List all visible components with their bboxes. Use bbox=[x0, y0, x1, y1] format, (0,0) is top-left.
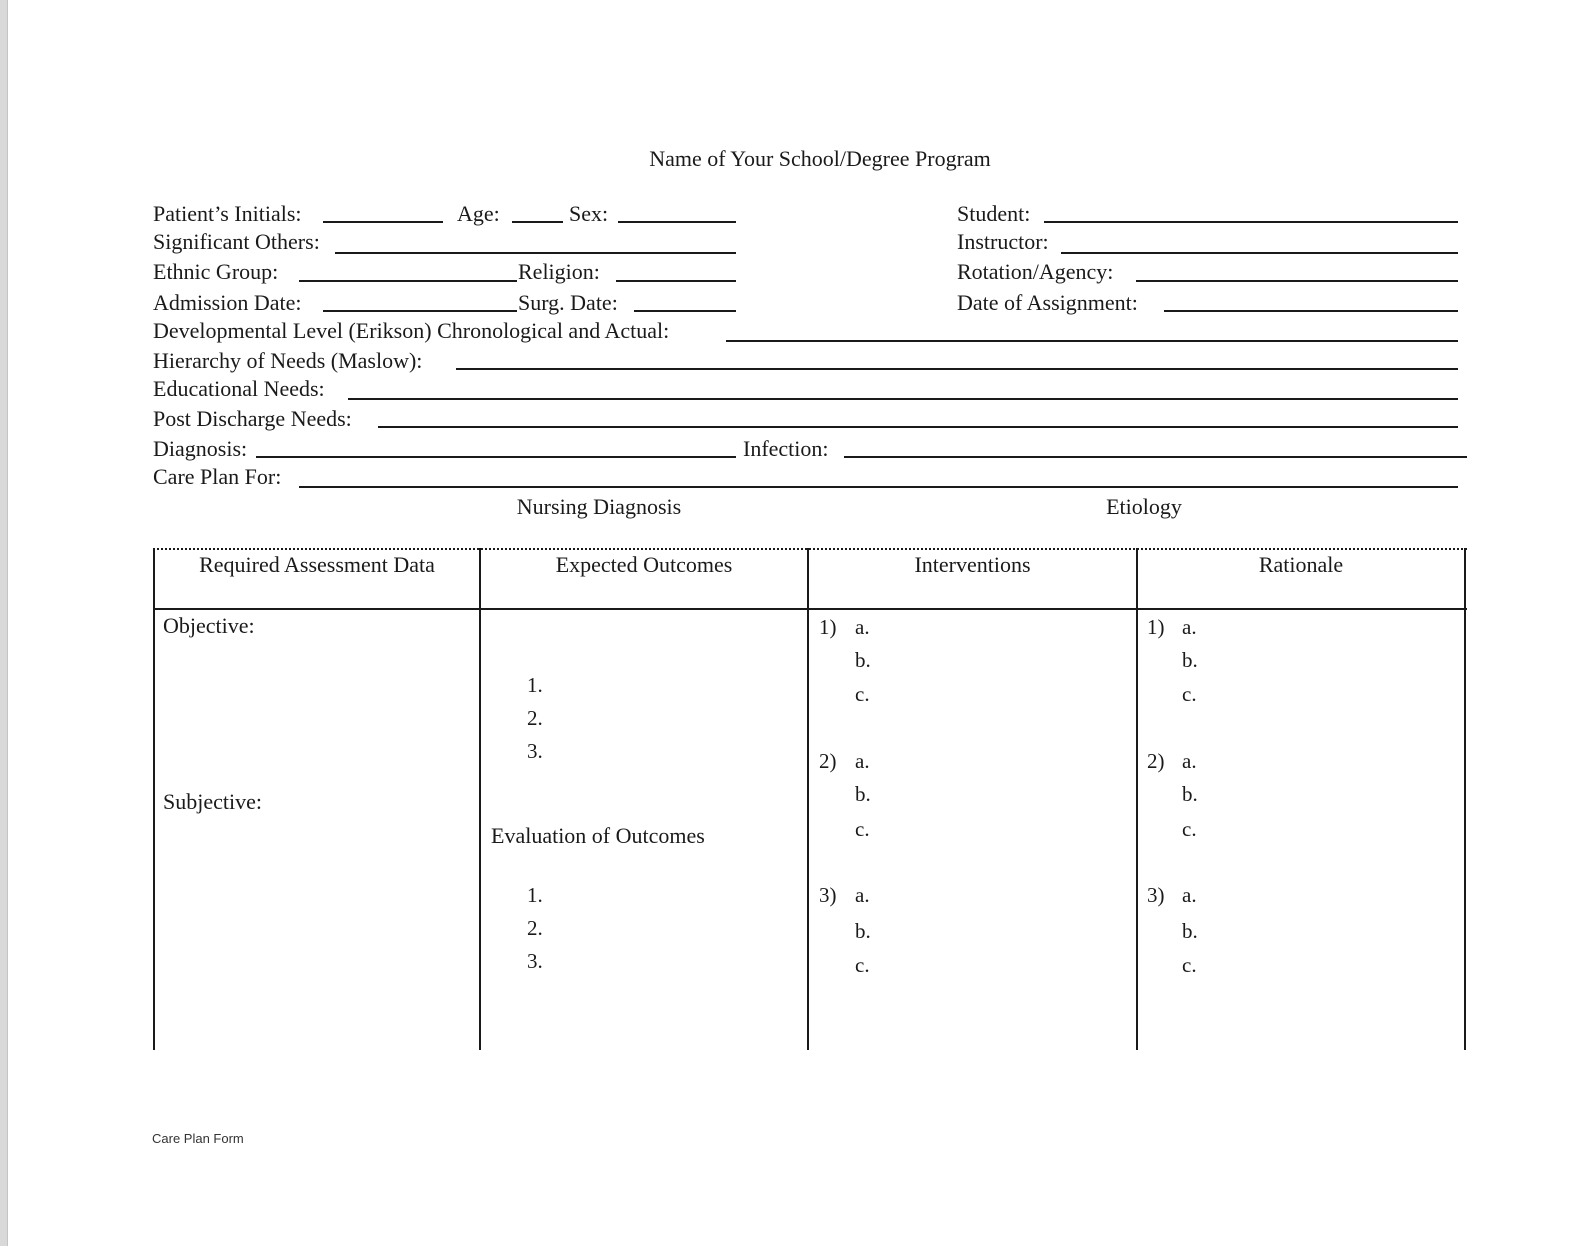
intervention-letter: a. bbox=[855, 883, 870, 907]
diagnosis-label: Diagnosis: bbox=[153, 436, 248, 461]
ethnic-group-label: Ethnic Group: bbox=[153, 259, 279, 284]
rationale-group-number: 2) bbox=[1147, 749, 1165, 773]
intervention-group-number: 2) bbox=[819, 749, 837, 773]
table-header-interventions: Interventions bbox=[914, 552, 1031, 577]
developmental-level-field[interactable] bbox=[726, 340, 1458, 342]
post-discharge-needs-label: Post Discharge Needs: bbox=[153, 406, 352, 431]
table-top-border bbox=[153, 548, 1467, 550]
rationale-letter: b. bbox=[1182, 919, 1198, 943]
table-col-border-2 bbox=[479, 548, 481, 1050]
table-header-rationale: Rationale bbox=[1258, 552, 1344, 577]
age-label: Age: bbox=[457, 201, 500, 226]
educational-needs-label: Educational Needs: bbox=[153, 376, 325, 401]
outcome-number: 2. bbox=[527, 706, 543, 730]
date-of-assignment-field[interactable] bbox=[1164, 310, 1458, 312]
intervention-letter: c. bbox=[855, 817, 870, 841]
table-col-border-5 bbox=[1464, 548, 1466, 1050]
intervention-letter: b. bbox=[855, 648, 871, 672]
rotation-agency-label: Rotation/Agency: bbox=[957, 259, 1114, 284]
intervention-letter: a. bbox=[855, 615, 870, 639]
subjective-label: Subjective: bbox=[163, 789, 262, 814]
sex-label: Sex: bbox=[569, 201, 609, 226]
rationale-letter: b. bbox=[1182, 782, 1198, 806]
table-header-outcomes: Expected Outcomes bbox=[555, 552, 733, 577]
rationale-letter: b. bbox=[1182, 648, 1198, 672]
sex-field[interactable] bbox=[618, 221, 736, 223]
table-header-divider bbox=[153, 608, 1467, 610]
outcome-number: 1. bbox=[527, 673, 543, 697]
infection-label: Infection: bbox=[743, 436, 829, 461]
intervention-group-number: 3) bbox=[819, 883, 837, 907]
care-plan-for-label: Care Plan For: bbox=[153, 464, 282, 489]
instructor-label: Instructor: bbox=[957, 229, 1049, 254]
patient-initials-field[interactable] bbox=[323, 221, 443, 223]
objective-label: Objective: bbox=[163, 613, 255, 638]
age-field[interactable] bbox=[512, 221, 563, 223]
evaluation-number: 1. bbox=[527, 883, 543, 907]
rotation-agency-field[interactable] bbox=[1136, 280, 1458, 282]
rationale-letter: a. bbox=[1182, 883, 1197, 907]
rationale-letter: a. bbox=[1182, 749, 1197, 773]
admission-date-field[interactable] bbox=[323, 310, 517, 312]
evaluation-number: 2. bbox=[527, 916, 543, 940]
infection-field[interactable] bbox=[844, 456, 1467, 458]
developmental-level-label: Developmental Level (Erikson) Chronological and Actual: bbox=[153, 318, 670, 343]
intervention-letter: b. bbox=[855, 782, 871, 806]
rationale-letter: a. bbox=[1182, 615, 1197, 639]
table-col-border-1 bbox=[153, 548, 155, 1050]
care-plan-for-field[interactable] bbox=[299, 486, 1458, 488]
table-col-border-4 bbox=[1136, 548, 1138, 1050]
table-header-assessment: Required Assessment Data bbox=[199, 552, 435, 577]
educational-needs-field[interactable] bbox=[348, 398, 1458, 400]
patient-initials-label: Patient’s Initials: bbox=[153, 201, 302, 226]
rationale-letter: c. bbox=[1182, 817, 1197, 841]
ethnic-group-field[interactable] bbox=[299, 280, 517, 282]
intervention-group-number: 1) bbox=[819, 615, 837, 639]
rationale-letter: c. bbox=[1182, 682, 1197, 706]
rationale-letter: c. bbox=[1182, 953, 1197, 977]
religion-field[interactable] bbox=[616, 280, 736, 282]
admission-date-label: Admission Date: bbox=[153, 290, 302, 315]
footer-text: Care Plan Form bbox=[152, 1131, 244, 1146]
nursing-diagnosis-heading: Nursing Diagnosis bbox=[516, 494, 682, 519]
religion-label: Religion: bbox=[518, 259, 600, 284]
date-of-assignment-label: Date of Assignment: bbox=[957, 290, 1138, 315]
etiology-heading: Etiology bbox=[1106, 494, 1182, 519]
significant-others-label: Significant Others: bbox=[153, 229, 320, 254]
hierarchy-of-needs-field[interactable] bbox=[456, 368, 1458, 370]
rationale-group-number: 1) bbox=[1147, 615, 1165, 639]
student-field[interactable] bbox=[1044, 221, 1458, 223]
surg-date-field[interactable] bbox=[634, 310, 736, 312]
page-title: Name of Your School/Degree Program bbox=[649, 146, 991, 171]
outcome-number: 3. bbox=[527, 739, 543, 763]
evaluation-of-outcomes-label: Evaluation of Outcomes bbox=[491, 823, 705, 848]
rationale-group-number: 3) bbox=[1147, 883, 1165, 907]
intervention-letter: c. bbox=[855, 953, 870, 977]
surg-date-label: Surg. Date: bbox=[518, 290, 618, 315]
intervention-letter: c. bbox=[855, 682, 870, 706]
instructor-field[interactable] bbox=[1061, 252, 1458, 254]
hierarchy-of-needs-label: Hierarchy of Needs (Maslow): bbox=[153, 348, 423, 373]
intervention-letter: a. bbox=[855, 749, 870, 773]
table-col-border-3 bbox=[807, 548, 809, 1050]
intervention-letter: b. bbox=[855, 919, 871, 943]
page-edge bbox=[0, 0, 8, 1246]
student-label: Student: bbox=[957, 201, 1031, 226]
diagnosis-field[interactable] bbox=[256, 456, 736, 458]
evaluation-number: 3. bbox=[527, 949, 543, 973]
significant-others-field[interactable] bbox=[335, 252, 736, 254]
post-discharge-needs-field[interactable] bbox=[378, 426, 1458, 428]
